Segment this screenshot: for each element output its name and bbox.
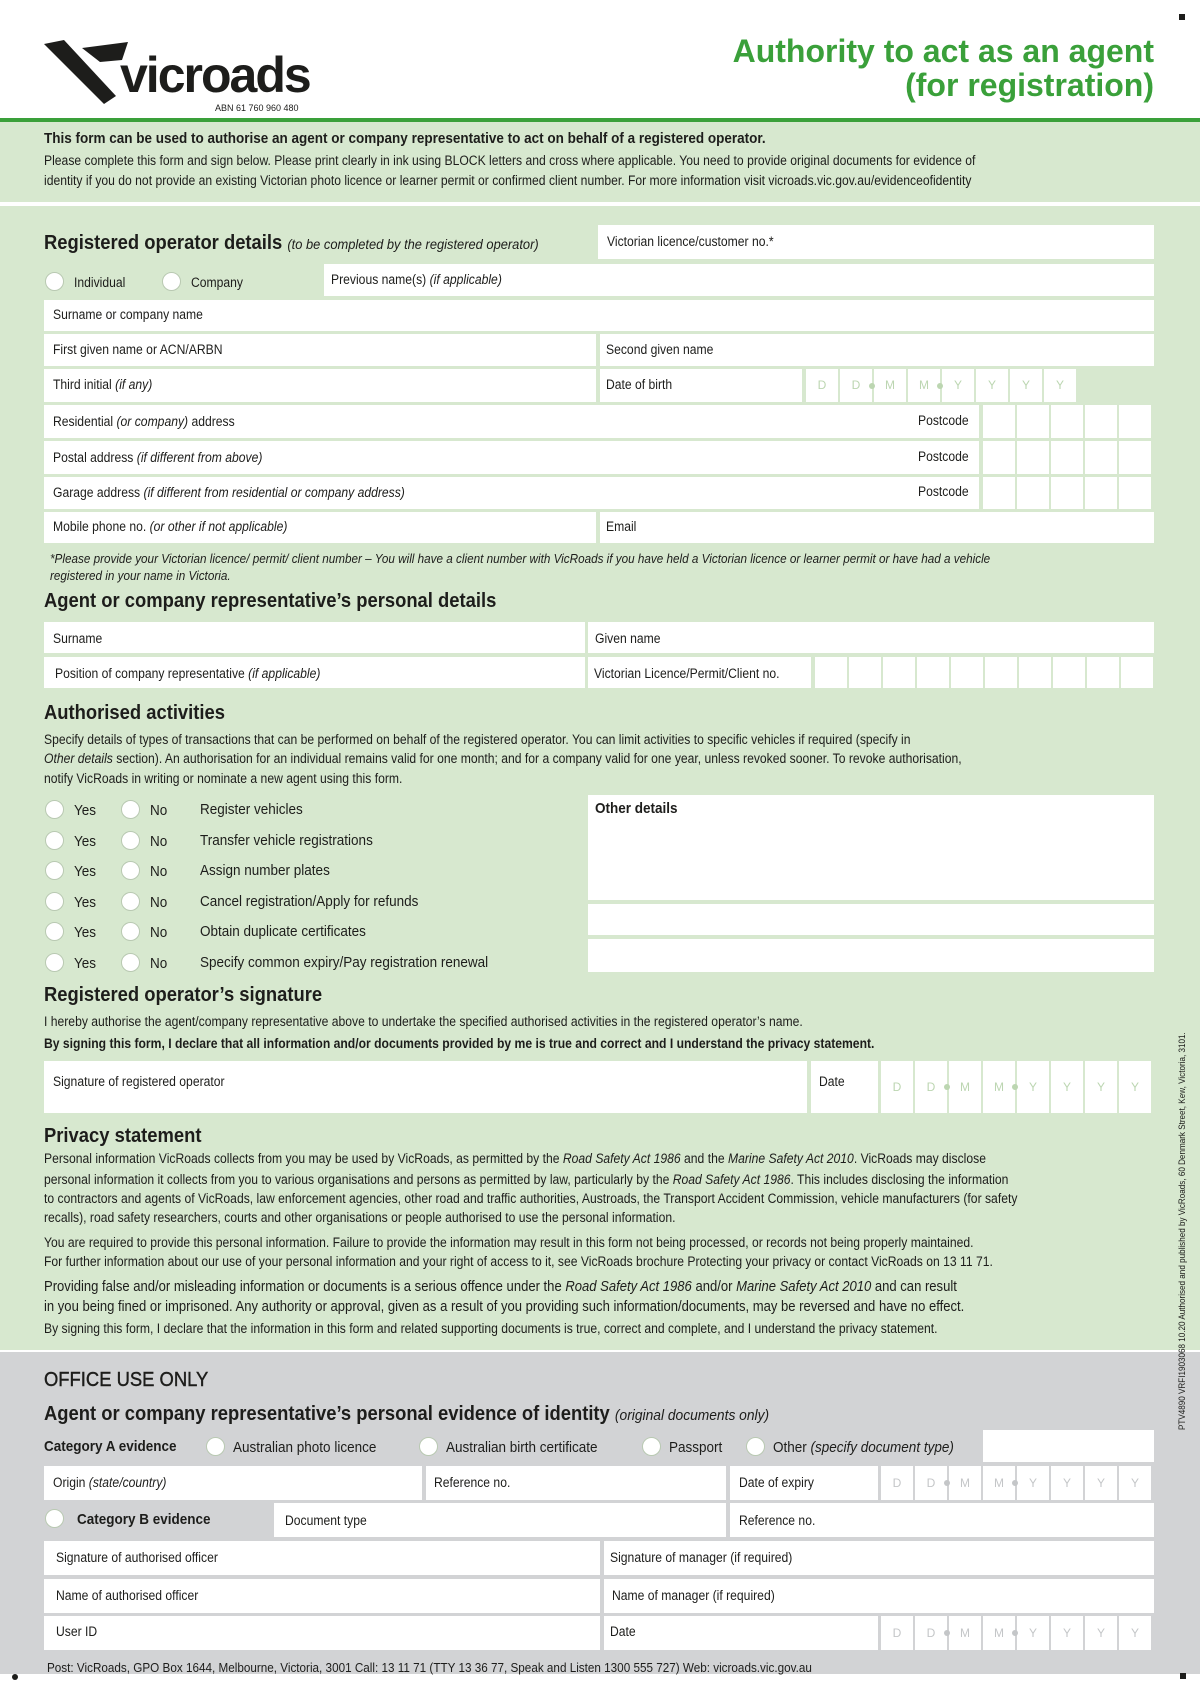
privacy-p6: For further information about our use of your personal information and your right of access to it, see VicRoads brochure Protecting your privacy or contact VicRoads on 13 11 71. bbox=[44, 1254, 993, 1269]
dob-label: Date of birth bbox=[606, 377, 673, 392]
date-separator bbox=[937, 383, 943, 389]
corner-mark bbox=[1179, 14, 1185, 20]
individual-label: Individual bbox=[74, 275, 126, 290]
manager-name-label: Name of manager (if required) bbox=[612, 1588, 775, 1603]
reference-a-label: Reference no. bbox=[434, 1475, 511, 1490]
activity-label: Obtain duplicate certificates bbox=[200, 923, 366, 940]
other-details-line-2[interactable] bbox=[588, 904, 1154, 935]
licence-digit-cell[interactable] bbox=[1018, 225, 1050, 259]
dob-cell[interactable]: Y bbox=[942, 369, 974, 402]
postcode-digit-cell[interactable] bbox=[1085, 405, 1117, 438]
passport-radio[interactable] bbox=[642, 1437, 661, 1456]
dob-cell[interactable]: M bbox=[908, 369, 940, 402]
residential-postcode-label: Postcode bbox=[918, 413, 969, 428]
agent-heading: Agent or company representative’s personal details bbox=[44, 590, 497, 612]
surname-label: Surname or company name bbox=[53, 307, 203, 322]
postcode-digit-cell[interactable] bbox=[983, 405, 1015, 438]
licence-label: Victorian licence/customer no.* bbox=[607, 234, 774, 249]
dob-cell[interactable]: D bbox=[840, 369, 872, 402]
no-label: No bbox=[150, 832, 168, 850]
yes-radio[interactable] bbox=[45, 831, 64, 850]
logo-text: vicroads bbox=[120, 47, 310, 103]
operator-heading: Registered operator details (to be completed by the registered operator) bbox=[44, 232, 539, 254]
date-separator bbox=[944, 1630, 950, 1636]
privacy-p5: You are required to provide this personal information. Failure to provide the information may result in this form not being processed, or records not being properly maintained. bbox=[44, 1235, 974, 1250]
officer-name-label: Name of authorised officer bbox=[56, 1588, 199, 1603]
licence-digit-cell[interactable] bbox=[984, 225, 1016, 259]
agent-licence-digit-cell[interactable] bbox=[883, 657, 915, 688]
agent-licence-digit-cell[interactable] bbox=[849, 657, 881, 688]
dob-cell[interactable]: M bbox=[874, 369, 906, 402]
date-separator bbox=[1012, 1084, 1018, 1090]
office-date-cell[interactable]: Y bbox=[1017, 1616, 1049, 1650]
postcode-digit-cell[interactable] bbox=[1119, 405, 1151, 438]
dob-cell[interactable]: Y bbox=[1010, 369, 1042, 402]
company-label: Company bbox=[191, 275, 244, 290]
intro-line2: Please complete this form and sign below. Please print clearly in ink using BLOCK letters and cross where applicable. You need to provide original documents for evidence of bbox=[44, 153, 976, 168]
agent-licence-digit-cell[interactable] bbox=[1121, 657, 1153, 688]
agent-surname-field[interactable] bbox=[44, 622, 585, 653]
office-date-cell[interactable]: M bbox=[949, 1616, 981, 1650]
expiry-date-cell[interactable]: D bbox=[881, 1466, 913, 1500]
mobile-label: Mobile phone no. (or other if not applicable) bbox=[53, 519, 288, 534]
office-date-cell[interactable]: Y bbox=[1051, 1616, 1083, 1650]
no-radio[interactable] bbox=[121, 922, 140, 941]
user-id-field[interactable] bbox=[44, 1616, 600, 1650]
corner-mark-bottom-right bbox=[1180, 1673, 1186, 1679]
third-initial-label: Third initial (if any) bbox=[53, 377, 153, 392]
postcode-digit-cell[interactable] bbox=[1051, 477, 1083, 509]
signature-heading: Registered operator’s signature bbox=[44, 984, 323, 1006]
footer-contact: Post: VicRoads, GPO Box 1644, Melbourne, Victoria, 3001 Call: 13 11 71 (TTY 13 36 77, Speak and Listen 1300 555 727) Web: vicroads.vic.gov.au bbox=[47, 1660, 812, 1675]
agent-licence-digit-cell[interactable] bbox=[1087, 657, 1119, 688]
date-separator bbox=[1012, 1480, 1018, 1486]
no-label: No bbox=[150, 954, 168, 972]
office-date-cell[interactable]: Y bbox=[1119, 1616, 1151, 1650]
office-heading: OFFICE USE ONLY bbox=[44, 1369, 209, 1391]
signature-line1: I hereby authorise the agent/company representative above to undertake the specified authorised activities in the registered operator’s name. bbox=[44, 1014, 803, 1029]
postcode-digit-cell[interactable] bbox=[1017, 405, 1049, 438]
signature-date-cell[interactable]: Y bbox=[1051, 1061, 1083, 1113]
postcode-digit-cell[interactable] bbox=[1051, 405, 1083, 438]
no-radio[interactable] bbox=[121, 892, 140, 911]
other-details-line-3[interactable] bbox=[588, 939, 1154, 972]
garage-label: Garage address (if different from residential or company address) bbox=[53, 485, 405, 500]
agent-licence-digit-cell[interactable] bbox=[1019, 657, 1051, 688]
agent-position-label: Position of company representative (if applicable) bbox=[55, 666, 321, 681]
signature-date-cell[interactable]: D bbox=[881, 1061, 913, 1113]
surname-field[interactable] bbox=[44, 300, 1154, 331]
yes-label: Yes bbox=[74, 863, 97, 880]
activity-label: Assign number plates bbox=[200, 862, 330, 879]
yes-label: Yes bbox=[74, 893, 97, 911]
no-label: No bbox=[150, 802, 168, 819]
intro-panel bbox=[0, 122, 1200, 202]
agent-licence-label: Victorian Licence/Permit/Client no. bbox=[594, 666, 780, 681]
signature-date-cell[interactable]: Y bbox=[1119, 1061, 1151, 1113]
operator-footnote-1: *Please provide your Victorian licence/ permit/ client number – You will have a client number with VicRoads if you have held a Victorian licence or learner permit or have had a vehicle bbox=[50, 551, 991, 566]
other-doc-radio[interactable] bbox=[746, 1437, 765, 1456]
postal-label: Postal address (if different from above) bbox=[53, 450, 263, 465]
date-separator bbox=[1012, 1630, 1018, 1636]
agent-surname-label: Surname bbox=[53, 631, 103, 646]
category-b-label: Category B evidence bbox=[77, 1511, 211, 1528]
signature-date-cell[interactable]: M bbox=[983, 1061, 1015, 1113]
yes-label: Yes bbox=[74, 832, 97, 850]
licence-digit-cell[interactable] bbox=[950, 225, 982, 259]
signature-date-cell[interactable]: Y bbox=[1017, 1061, 1049, 1113]
postcode-digit-cell[interactable] bbox=[1119, 441, 1151, 474]
privacy-p7: Providing false and/or misleading information or documents is a serious offence under the Road Safety Act 1986 and/or Marine Safety Act 2010 and can result bbox=[44, 1279, 957, 1295]
office-date-box bbox=[604, 1616, 878, 1650]
licence-digit-cell[interactable] bbox=[848, 225, 880, 259]
yes-label: Yes bbox=[74, 924, 97, 941]
agent-licence-digit-cell[interactable] bbox=[1053, 657, 1085, 688]
evidence-heading: Agent or company representative’s personal evidence of identity (original documents only) bbox=[44, 1403, 770, 1425]
office-date-label: Date bbox=[610, 1624, 636, 1639]
birth-certificate-radio[interactable] bbox=[419, 1437, 438, 1456]
birth-certificate-label: Australian birth certificate bbox=[446, 1439, 598, 1456]
officer-signature-label: Signature of authorised officer bbox=[56, 1550, 218, 1565]
signature-date-cell[interactable]: M bbox=[949, 1061, 981, 1113]
office-date-cell[interactable]: Y bbox=[1085, 1616, 1117, 1650]
office-date-cell[interactable]: D bbox=[881, 1616, 913, 1650]
expiry-label: Date of expiry bbox=[739, 1475, 814, 1490]
licence-digit-cell[interactable] bbox=[814, 225, 846, 259]
operator-signature-label: Signature of registered operator bbox=[53, 1074, 225, 1089]
signature-date-cell[interactable]: Y bbox=[1085, 1061, 1117, 1113]
vicroads-logo-mark bbox=[42, 38, 132, 106]
privacy-p1: Personal information VicRoads collects from you may be used by VicRoads, as permitted by the Road Safety Act 1986 and the Marine Safety Act 2010. VicRoads may disclose bbox=[44, 1151, 986, 1166]
postcode-digit-cell[interactable] bbox=[983, 477, 1015, 509]
previous-names-label: Previous name(s) (if applicable) bbox=[331, 272, 502, 287]
header bbox=[0, 0, 1200, 118]
email-label: Email bbox=[606, 519, 637, 534]
yes-radio[interactable] bbox=[45, 800, 64, 819]
expiry-date-cell[interactable]: M bbox=[949, 1466, 981, 1500]
yes-radio[interactable] bbox=[45, 953, 64, 972]
licence-digit-cell[interactable] bbox=[882, 225, 914, 259]
user-id-label: User ID bbox=[56, 1624, 98, 1639]
postal-postcode-label: Postcode bbox=[918, 449, 969, 464]
document-type-label: Document type bbox=[285, 1513, 367, 1528]
expiry-date-cell[interactable]: Y bbox=[1119, 1466, 1151, 1500]
privacy-p4: recalls), road safety researchers, courts and other organisations or people authorised to use the personal information. bbox=[44, 1210, 676, 1225]
licence-digit-cell[interactable] bbox=[1120, 225, 1152, 259]
category-a-label: Category A evidence bbox=[44, 1438, 177, 1455]
expiry-date-cell[interactable]: Y bbox=[1085, 1466, 1117, 1500]
second-given-label: Second given name bbox=[606, 342, 714, 357]
first-given-label: First given name or ACN/ARBN bbox=[53, 342, 223, 357]
postcode-digit-cell[interactable] bbox=[1119, 477, 1151, 509]
yes-radio[interactable] bbox=[45, 861, 64, 880]
dob-cell[interactable]: Y bbox=[1044, 369, 1076, 402]
page-title-line2: (for registration) bbox=[905, 67, 1154, 103]
signature-line2: By signing this form, I declare that all information and/or documents provided by me is true and correct and I understand the privacy statement. bbox=[44, 1036, 875, 1051]
date-separator bbox=[944, 1084, 950, 1090]
date-separator bbox=[944, 1480, 950, 1486]
licence-digit-cell[interactable] bbox=[916, 225, 948, 259]
operator-footnote-2: registered in your name in Victoria. bbox=[50, 568, 231, 583]
expiry-date-cell[interactable]: D bbox=[915, 1466, 947, 1500]
no-label: No bbox=[150, 893, 168, 911]
other-doc-label: Other (specify document type) bbox=[773, 1439, 954, 1456]
privacy-p9: By signing this form, I declare that the information in this form and related supporting documents is true, correct and complete, and I understand the privacy statement. bbox=[44, 1321, 938, 1336]
activity-label: Cancel registration/Apply for refunds bbox=[200, 892, 419, 910]
licence-digit-cell[interactable] bbox=[1052, 225, 1084, 259]
date-separator bbox=[869, 383, 875, 389]
agent-given-field[interactable] bbox=[588, 622, 1154, 653]
expiry-date-cell[interactable]: Y bbox=[1017, 1466, 1049, 1500]
abn: ABN 61 760 960 480 bbox=[215, 103, 299, 113]
category-b-radio[interactable] bbox=[45, 1509, 64, 1528]
privacy-heading: Privacy statement bbox=[44, 1125, 202, 1147]
dob-cell[interactable]: D bbox=[806, 369, 838, 402]
agent-licence-digit-cell[interactable] bbox=[815, 657, 847, 688]
agent-licence-digit-cell[interactable] bbox=[917, 657, 949, 688]
intro-line3: identity if you do not provide an existing Victorian photo licence or learner permit or confirmed client number. For more information visit vicroads.vic.gov.au/evidenceofidentity bbox=[44, 173, 972, 188]
activities-p1: Specify details of types of transactions that can be performed on behalf of the registered operator. You can limit activities to specific vehicles if required (specify in bbox=[44, 732, 911, 747]
activity-label: Transfer vehicle registrations bbox=[200, 831, 373, 849]
garage-postcode-label: Postcode bbox=[918, 484, 969, 499]
agent-given-label: Given name bbox=[595, 631, 661, 646]
postcode-digit-cell[interactable] bbox=[1085, 477, 1117, 509]
yes-label: Yes bbox=[74, 802, 97, 819]
privacy-p8: in you being fined or imprisoned. Any authority or approval, given as a result of you providing such information/documents, may be reversed and have no effect. bbox=[44, 1299, 965, 1315]
postcode-digit-cell[interactable] bbox=[1017, 477, 1049, 509]
other-doc-field[interactable] bbox=[983, 1430, 1154, 1462]
privacy-p2: personal information it collects from you to various organisations and persons as permitted by law, particularly by the Road Safety Act 1986. This includes disclosing the information bbox=[44, 1172, 1009, 1187]
activities-heading: Authorised activities bbox=[44, 702, 225, 724]
yes-radio[interactable] bbox=[45, 922, 64, 941]
postcode-digit-cell[interactable] bbox=[1017, 441, 1049, 474]
activities-p3: notify VicRoads in writing or nominate a new agent using this form. bbox=[44, 771, 403, 786]
signature-date-cell[interactable]: D bbox=[915, 1061, 947, 1113]
email-field[interactable] bbox=[600, 512, 1154, 543]
activity-label: Specify common expiry/Pay registration renewal bbox=[200, 953, 489, 971]
expiry-date-cell[interactable]: M bbox=[983, 1466, 1015, 1500]
licence-digit-cell[interactable] bbox=[1086, 225, 1118, 259]
agent-licence-digit-cell[interactable] bbox=[951, 657, 983, 688]
no-label: No bbox=[150, 924, 168, 941]
reference-b-label: Reference no. bbox=[739, 1513, 816, 1528]
activities-p2: Other details section). An authorisation for an individual remains valid for one month; and for a company valid for one year, unless revoked sooner. To revoke authorisation, bbox=[44, 751, 962, 766]
intro-bold: This form can be used to authorise an agent or company representative to act on behalf of a registered operator. bbox=[44, 130, 766, 147]
origin-label: Origin (state/country) bbox=[53, 1475, 167, 1490]
activity-label: Register vehicles bbox=[200, 801, 303, 818]
agent-licence-digit-cell[interactable] bbox=[985, 657, 1017, 688]
dob-cell[interactable]: Y bbox=[976, 369, 1008, 402]
expiry-date-cell[interactable]: Y bbox=[1051, 1466, 1083, 1500]
office-date-cell[interactable]: M bbox=[983, 1616, 1015, 1650]
yes-label: Yes bbox=[74, 954, 97, 972]
no-radio[interactable] bbox=[121, 800, 140, 819]
residential-label: Residential (or company) address bbox=[53, 414, 235, 429]
postcode-digit-cell[interactable] bbox=[1085, 441, 1117, 474]
manager-signature-label: Signature of manager (if required) bbox=[610, 1550, 793, 1565]
no-radio[interactable] bbox=[121, 861, 140, 880]
privacy-p3: to contractors and agents of VicRoads, law enforcement agencies, other road and traffic authorities, Austroads, the Transport Accident Commission, vehicle manufacturers (for safety bbox=[44, 1191, 1018, 1206]
page-title-line1: Authority to act as an agent bbox=[732, 33, 1154, 69]
photo-licence-radio[interactable] bbox=[206, 1437, 225, 1456]
no-label: No bbox=[150, 863, 168, 880]
company-radio[interactable] bbox=[162, 272, 181, 291]
no-radio[interactable] bbox=[121, 953, 140, 972]
passport-label: Passport bbox=[669, 1439, 723, 1456]
office-date-cell[interactable]: D bbox=[915, 1616, 947, 1650]
footer-side-text: PTV4890 VRFI1903068 10.20 Authorised and published by VicRoads, 60 Denmark Street, Kew, Victoria, 3101. bbox=[1177, 1032, 1187, 1430]
yes-radio[interactable] bbox=[45, 892, 64, 911]
no-radio[interactable] bbox=[121, 831, 140, 850]
signature-date-label: Date bbox=[819, 1074, 845, 1089]
photo-licence-label: Australian photo licence bbox=[233, 1439, 377, 1456]
other-details-label: Other details bbox=[595, 800, 678, 817]
individual-radio[interactable] bbox=[45, 272, 64, 291]
corner-mark-bottom-left bbox=[12, 1674, 18, 1680]
postcode-digit-cell[interactable] bbox=[983, 441, 1015, 474]
postcode-digit-cell[interactable] bbox=[1051, 441, 1083, 474]
